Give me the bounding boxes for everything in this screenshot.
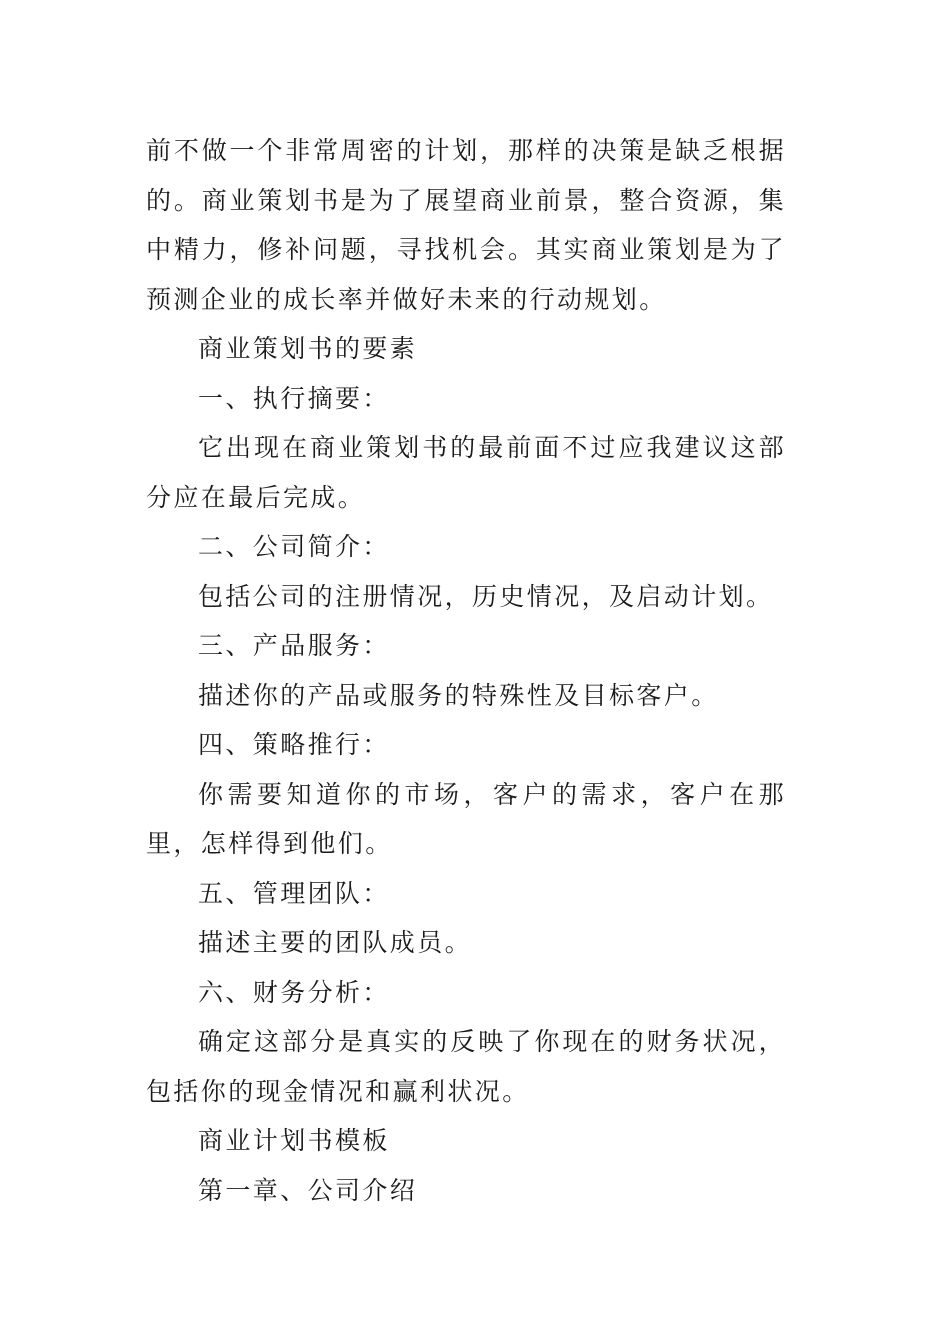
heading-products-services: 三、产品服务： [198, 631, 390, 660]
paragraph-intro-continuation: 前不做一个非常周密的计划，那样的决策是缺乏根据的。商业策划书是为了展望商业前景，整合资源，集中精力，修补问题，寻找机会。其实商业策划是为了预测企业的成长率并做好未来的行动规划。 [146, 136, 786, 314]
heading-financial-analysis: 六、财务分析： [198, 977, 390, 1007]
heading-chapter-one: 第一章、公司介绍 [198, 1175, 418, 1205]
paragraph-company-profile: 包括公司的注册情况，历史情况，及启动计划。 [198, 581, 774, 611]
heading-plan-template: 商业计划书模板 [198, 1126, 390, 1155]
paragraph-executive-summary: 它出现在商业策划书的最前面不过应我建议这部分应在最后完成。 [146, 433, 786, 512]
paragraph-management-team: 描述主要的团队成员。 [198, 928, 473, 957]
paragraph-strategy: 你需要知道你的市场，客户的需求，客户在那里，怎样得到他们。 [146, 779, 786, 858]
heading-strategy: 四、策略推行： [198, 730, 390, 759]
paragraph-financial-analysis: 确定这部分是真实的反映了你现在的财务状况，包括你的现金情况和赢利状况。 [146, 1027, 786, 1106]
heading-company-profile: 二、公司简介： [198, 532, 390, 561]
paragraph-products-services: 描述你的产品或服务的特殊性及目标客户。 [198, 680, 719, 710]
document-body [146, 126, 786, 1215]
heading-executive-summary: 一、执行摘要： [198, 383, 390, 413]
heading-management-team: 五、管理团队： [198, 878, 390, 908]
heading-plan-elements: 商业策划书的要素 [198, 334, 418, 363]
